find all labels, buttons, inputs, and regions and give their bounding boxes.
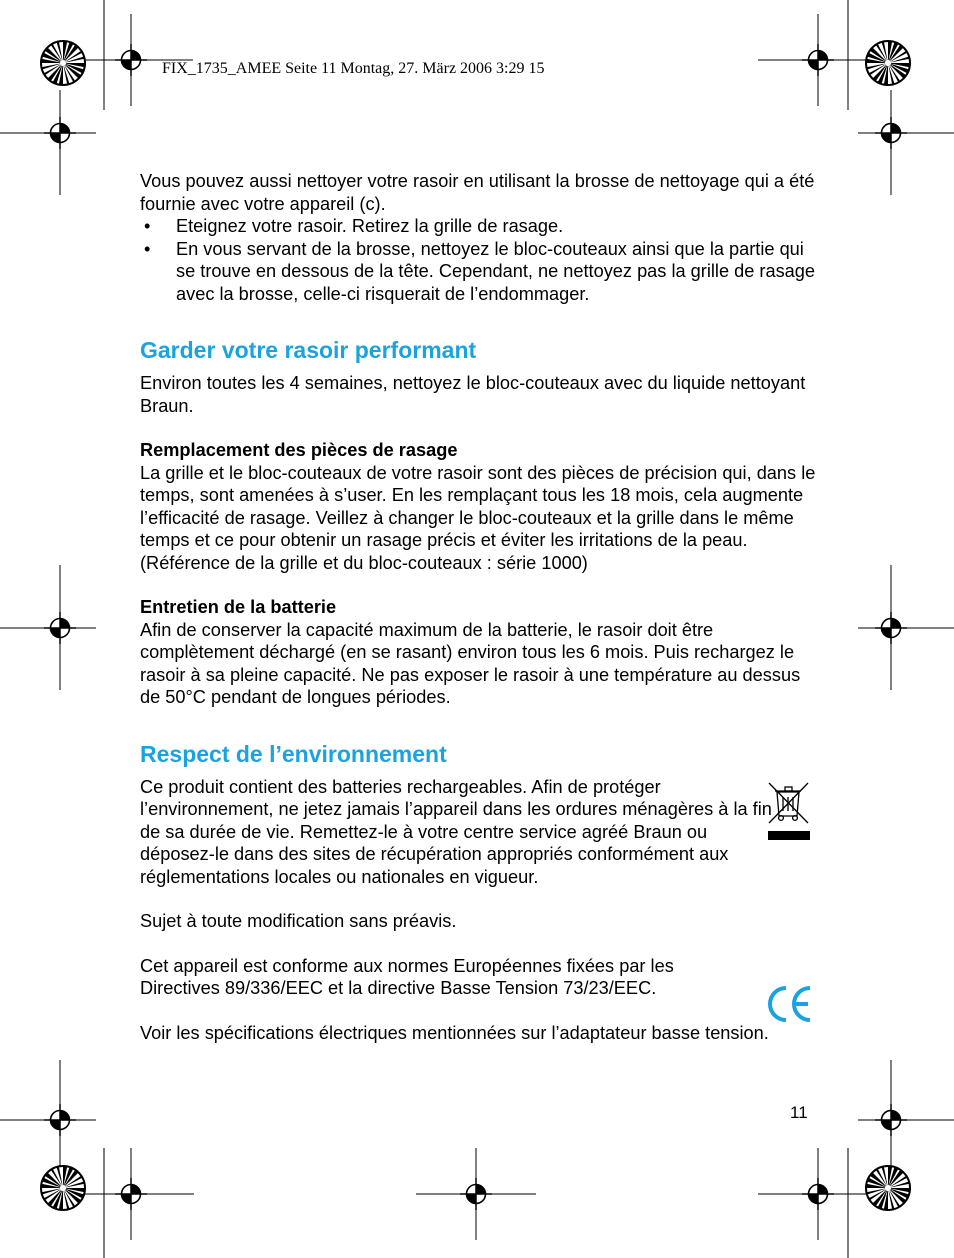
replacement-paragraph: La grille et le bloc-couteaux de votre rasoir sont des pièces de précision qui, dans le temps, sont amenées à s’user. En les remplaçant tous les 18 mois, cela augmente l’efficacité de rasage. Veillez à changer le bloc-couteaux et la grille dans le même temps et ce pour obtenir un rasage précis et éviter les irritations de la peau. (Référence de la grille et du bloc-couteaux : série 1000): [140, 462, 816, 573]
list-item: • Eteignez votre rasoir. Retirez la grille de rasage.: [140, 215, 820, 238]
subheading-replacement: Remplacement des pièces de rasage: [140, 440, 458, 460]
modification-notice: Sujet à toute modification sans préavis.: [140, 911, 457, 931]
intro-paragraph: Vous pouvez aussi nettoyer votre rasoir en utilisant la brosse de nettoyage qui a été fournie avec votre appareil (c).: [140, 171, 815, 214]
battery-paragraph: Afin de conserver la capacité maximum de la batterie, le rasoir doit être complètement déchargé (en se rasant) environ tous les 6 mois. Puis rechargez le rasoir à sa pleine capacité. Ne pas exposer le rasoir à une température au dessus de 50°C pendant de longues périodes.: [140, 619, 801, 707]
subheading-battery: Entretien de la batterie: [140, 597, 337, 617]
list-item: • En vous servant de la brosse, nettoyez le bloc-couteaux ainsi que la partie qui se trouve en dessous de la tête. Cependant, ne nettoyez pas la grille de rasage avec la brosse, celle-ci risquerait de l’endommager.: [140, 238, 820, 306]
environment-paragraph: Ce produit contient des batteries rechargeables. Afin de protéger l’environnement, ne jetez jamais l’appareil dans les ordures ménagères à la fin de sa durée de vie. Remettez-le à votre centre service agréé Braun ou déposez-le dans des sites de récupération appropriés conformément aux réglementations locales ou nationales en vigueur.: [140, 776, 772, 887]
conformity-paragraph: Cet appareil est conforme aux normes Européennes fixées par les Directives 89/336/EEC et la directive Basse Tension 73/23/EEC.: [140, 955, 674, 998]
page-content: [140, 170, 820, 1044]
print-slug: FIX_1735_AMEE Seite 11 Montag, 27. März 2006 3:29 15: [162, 60, 545, 77]
page-number: 11: [790, 1103, 808, 1122]
cleaning-steps-list: [140, 215, 820, 305]
performance-paragraph: Environ toutes les 4 semaines, nettoyez le bloc-couteaux avec du liquide nettoyant Braun.: [140, 373, 806, 416]
crossed-out-wheelie-bin-icon: [766, 780, 812, 842]
section-heading-environment: Respect de l’environnement: [140, 740, 447, 767]
ce-mark-icon: [766, 982, 814, 1026]
specifications-paragraph: Voir les spécifications électriques mentionnées sur l’adaptateur basse tension.: [140, 1022, 769, 1043]
section-heading-performance: Garder votre rasoir performant: [140, 337, 477, 363]
